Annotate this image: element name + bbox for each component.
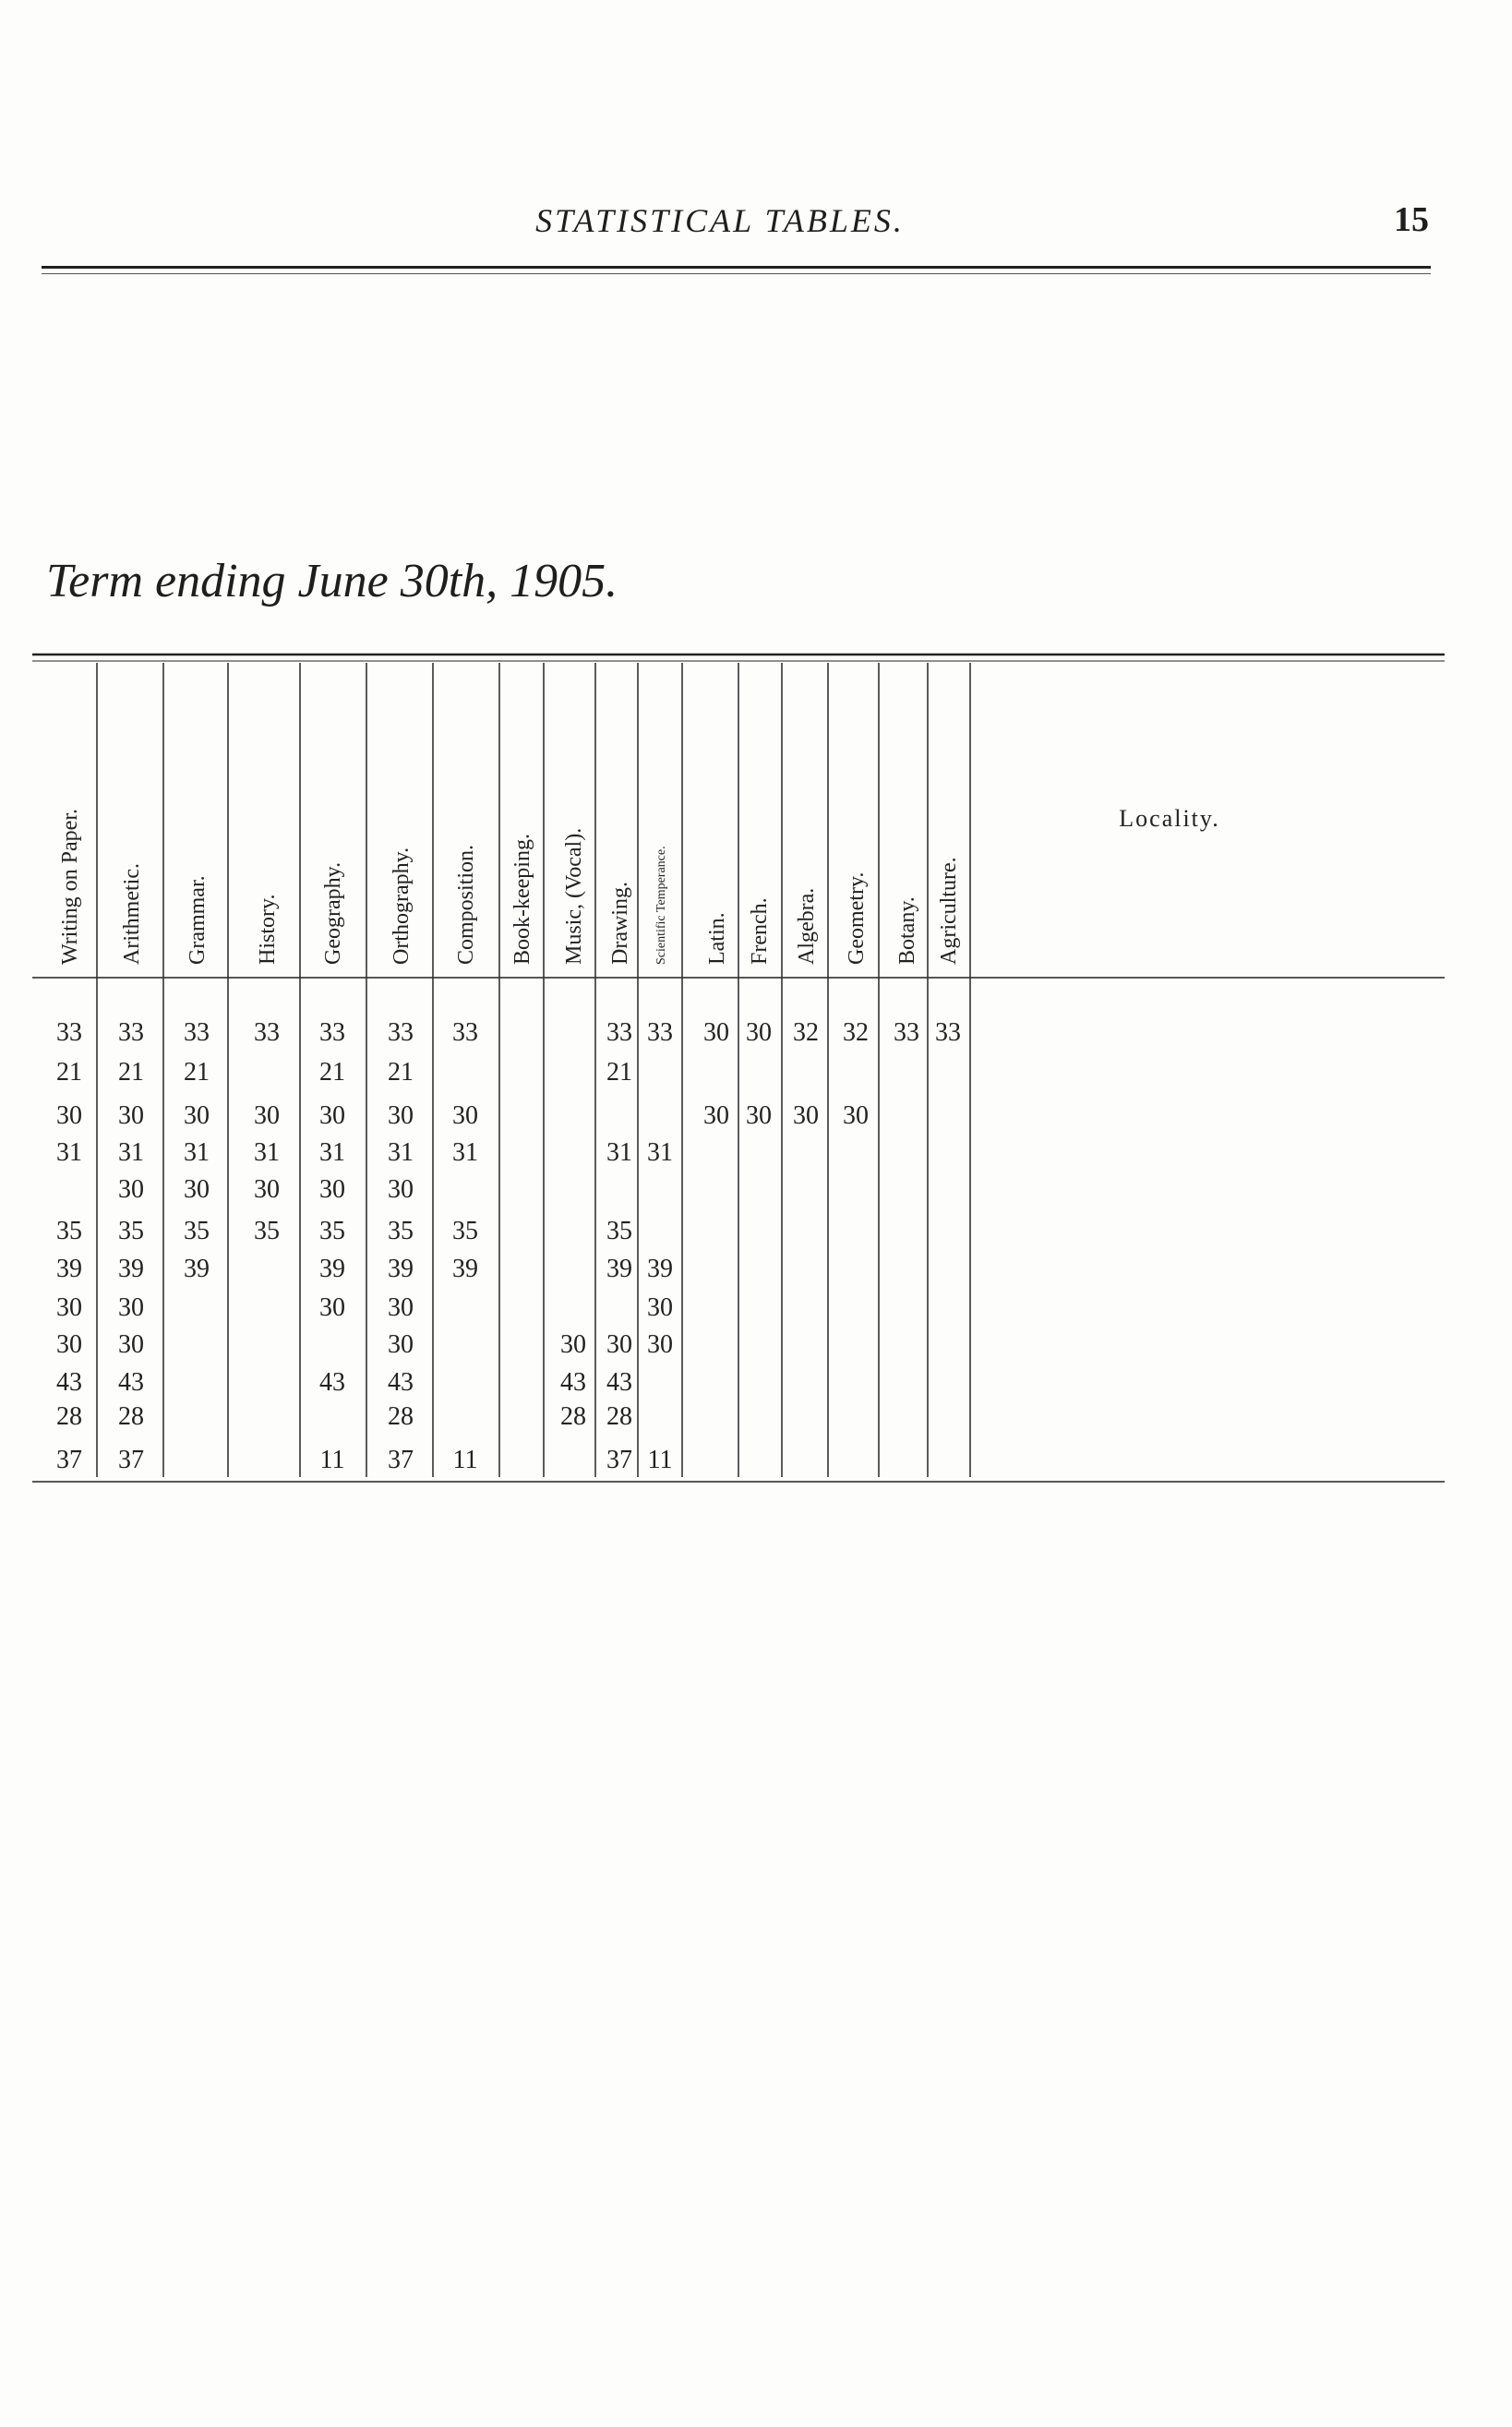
table-cell: 30	[793, 1101, 819, 1130]
table-cell: 30	[56, 1101, 82, 1130]
table-cell: 37	[606, 1446, 632, 1474]
table-cell: 30	[118, 1293, 144, 1322]
column-header: Geometry.	[845, 871, 869, 965]
table-cell: 35	[319, 1217, 345, 1245]
table-cell: 30	[319, 1293, 345, 1322]
table-cell: 31	[606, 1138, 632, 1167]
table-cell: 35	[388, 1217, 414, 1245]
table-cell: 33	[894, 1018, 919, 1047]
table-cell: 39	[606, 1255, 632, 1283]
page-number: 15	[1394, 200, 1429, 239]
column-headers	[58, 809, 961, 965]
table-cell: 30	[56, 1293, 82, 1322]
table-cell: 30	[388, 1293, 414, 1322]
table-cell: 43	[560, 1368, 586, 1397]
locality-header: Locality.	[1119, 805, 1220, 832]
table-cell: 30	[254, 1175, 280, 1204]
table-cell: 31	[184, 1138, 210, 1167]
running-title: STATISTICAL TABLES.	[535, 202, 905, 239]
table-cell: 37	[118, 1446, 144, 1474]
table-cell: 21	[184, 1058, 210, 1087]
table-cell: 35	[452, 1217, 478, 1245]
column-header: Arithmetic.	[120, 863, 144, 965]
column-header: Music, (Vocal).	[562, 827, 586, 965]
table-cell: 30	[746, 1101, 772, 1130]
column-header: History.	[256, 894, 280, 965]
column-header: French.	[748, 897, 772, 965]
table-cell: 33	[56, 1018, 82, 1047]
table-cell: 33	[606, 1018, 632, 1047]
column-header: Drawing.	[608, 882, 632, 965]
column-header: Agriculture.	[937, 857, 961, 965]
table-cell: 11	[647, 1446, 673, 1474]
column-header: Latin.	[705, 912, 729, 965]
column-header: Grammar.	[186, 875, 210, 965]
table-cell: 33	[118, 1018, 144, 1047]
table-body	[56, 1018, 961, 1474]
table-cell: 30	[319, 1175, 345, 1204]
table-cell: 35	[118, 1217, 144, 1245]
table-cell: 39	[184, 1255, 210, 1283]
table-cell: 33	[319, 1018, 345, 1047]
table-cell: 11	[452, 1446, 478, 1474]
table-cell: 21	[319, 1058, 345, 1087]
table-cell: 30	[56, 1330, 82, 1359]
column-header: Orthography.	[390, 847, 414, 965]
table-cell: 35	[606, 1217, 632, 1245]
table-cell: 21	[388, 1058, 414, 1087]
table-cell: 31	[118, 1138, 144, 1167]
table-cell: 28	[388, 1402, 414, 1431]
table-cell: 30	[118, 1330, 144, 1359]
header-rule-thin	[42, 273, 1431, 274]
table-cell: 39	[319, 1255, 345, 1283]
table-cell: 30	[118, 1101, 144, 1130]
table-cell: 28	[606, 1402, 632, 1431]
table-cell: 30	[184, 1101, 210, 1130]
table-cell: 30	[388, 1175, 414, 1204]
table-cell: 28	[118, 1402, 144, 1431]
table-cell: 11	[319, 1446, 345, 1474]
table-cell: 35	[56, 1217, 82, 1245]
table-cell: 33	[647, 1018, 673, 1047]
column-header: Composition.	[454, 844, 478, 965]
table-cell: 30	[452, 1101, 478, 1130]
table-cell: 43	[56, 1368, 82, 1397]
table-cell: 32	[793, 1018, 819, 1047]
table-cell: 30	[254, 1101, 280, 1130]
table-cell: 33	[254, 1018, 280, 1047]
column-header: Algebra.	[795, 887, 819, 965]
header-rule	[42, 266, 1431, 269]
column-header: Botany.	[895, 896, 919, 965]
table-cell: 39	[388, 1255, 414, 1283]
table-grid	[32, 655, 1445, 1482]
table-cell: 37	[388, 1446, 414, 1474]
table-cell: 30	[388, 1101, 414, 1130]
table-cell: 28	[560, 1402, 586, 1431]
table-cell: 30	[560, 1330, 586, 1359]
table-cell: 30	[118, 1175, 144, 1204]
table-cell: 43	[388, 1368, 414, 1397]
column-header: Geography.	[321, 861, 345, 965]
table-cell: 31	[319, 1138, 345, 1167]
table-cell: 32	[843, 1018, 869, 1047]
table-cell: 31	[56, 1138, 82, 1167]
table-cell: 43	[319, 1368, 345, 1397]
table-cell: 43	[118, 1368, 144, 1397]
table-cell: 39	[118, 1255, 144, 1283]
table-cell: 30	[388, 1330, 414, 1359]
table-cell: 21	[56, 1058, 82, 1087]
table-cell: 21	[118, 1058, 144, 1087]
table-cell: 35	[184, 1217, 210, 1245]
table-cell: 33	[184, 1018, 210, 1047]
table-cell: 39	[452, 1255, 478, 1283]
statistics-table	[32, 646, 1445, 1491]
table-cell: 39	[647, 1255, 673, 1283]
table-title: Term ending June 30th, 1905.	[46, 555, 618, 607]
table-cell: 30	[746, 1018, 772, 1047]
table-cell: 33	[452, 1018, 478, 1047]
table-cell: 31	[254, 1138, 280, 1167]
table-cell: 31	[647, 1138, 673, 1167]
table-cell: 30	[606, 1330, 632, 1359]
table-cell: 30	[843, 1101, 869, 1130]
table-cell: 37	[56, 1446, 82, 1474]
table-cell: 30	[703, 1018, 729, 1047]
table-cell: 31	[452, 1138, 478, 1167]
table-cell: 31	[388, 1138, 414, 1167]
column-header: Scientific Temperance.	[654, 846, 668, 965]
column-header: Book-keeping.	[510, 834, 534, 965]
table-cell: 30	[647, 1293, 673, 1322]
table-cell: 39	[56, 1255, 82, 1283]
column-header: Writing on Paper.	[58, 808, 82, 965]
table-cell: 33	[935, 1018, 961, 1047]
table-cell: 30	[319, 1101, 345, 1130]
table-cell: 43	[606, 1368, 632, 1397]
table-cell: 30	[184, 1175, 210, 1204]
table-cell: 30	[703, 1101, 729, 1130]
table-cell: 21	[606, 1058, 632, 1087]
table-cell: 33	[388, 1018, 414, 1047]
table-cell: 28	[56, 1402, 82, 1431]
table-cell: 30	[647, 1330, 673, 1359]
table-cell: 35	[254, 1217, 280, 1245]
